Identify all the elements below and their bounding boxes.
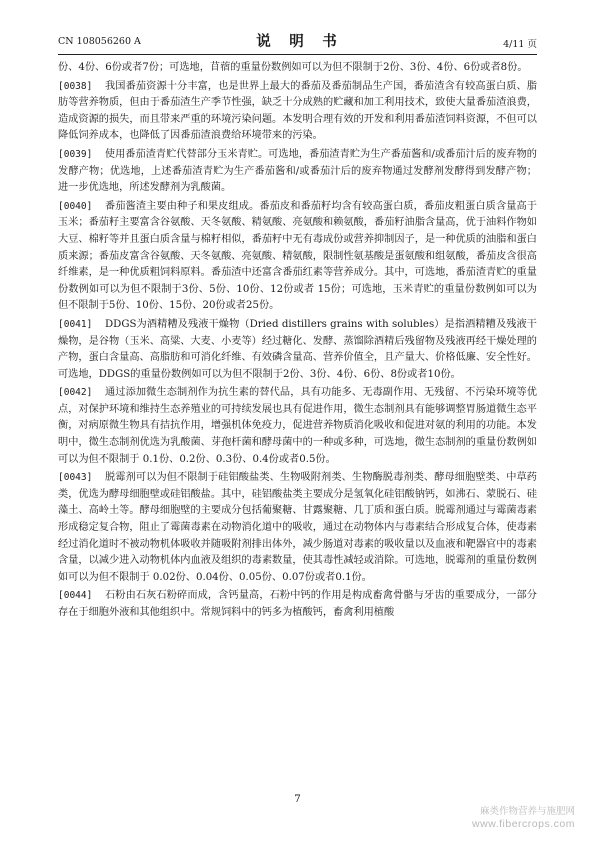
- paragraph-0042: [58, 385, 537, 468]
- document-title: 说 明 书: [256, 33, 339, 50]
- paragraph-0043: [58, 470, 537, 586]
- paragraph-text: 使用番茄渣青贮代替部分玉米青贮。可选地，番茄渣青贮为生产番茄酱和/或番茄汁后的废弃物的发酵产物；优选地，上述番茄渣青贮为生产番茄酱和/或番茄汁后的废弃物通过发酵剂发酵得到发酵产物；进一步优选地，所述发酵剂为乳酸菌。: [58, 148, 537, 194]
- paragraph-0040: [58, 199, 537, 315]
- page-number: 7: [294, 793, 301, 805]
- paragraph-text: 石粉由石灰石粉碎而成，含钙量高，石粉中钙的作用是构成畜禽骨骼与牙齿的重要成分，一部分存在于细胞外液和其他组织中。常规饲料中的钙多为植酸钙，畜禽利用植酸: [58, 590, 537, 618]
- document-body: [58, 60, 537, 622]
- paragraph-continuation: [58, 60, 537, 77]
- paragraph-text: DDGS为酒精糟及残液干燥物（Dried distillers grains with solubles）是指酒精糟及残液干燥物，是谷物（玉米、高粱、大麦、小麦等）经过糖化、发酵、蒸馏除酒精后残留物及残液再经干燥处理的产物，蛋白含量高、高脂肪和可消化纤维、有效磷含量高、营养价值全，且产量大、价格低廉、安全性好。可选地，DDGS的重量份数例如可以为但不限制于2份、3份、4份、6份、8份或者10份。: [58, 318, 537, 380]
- watermark-url: www.fibercrops.com: [472, 818, 575, 830]
- watermark: [472, 806, 575, 830]
- watermark-site-name: 麻类作物营养与施肥网: [479, 806, 575, 817]
- paragraph-number: [0043]: [58, 472, 93, 484]
- patent-number: CN 108056260 A: [58, 36, 141, 47]
- paragraph-number: [0041]: [58, 318, 93, 330]
- paragraph-text: 我国番茄资源十分丰富，也是世界上最大的番茄及番茄制品生产国，番茄渣含有较高蛋白质、脂肪等营养物质，但由于番茄渣生产季节性强，缺乏十分成熟的贮藏和加工利用技术，致使大量番茄渣浪费，造成资源的损失，而且带来严重的环境污染问题。本发明合理有效的开发和利用番茄渣饲料资源，不但可以降低饲养成本，也降低了因番茄渣浪费给环境带来的污染。: [58, 80, 537, 142]
- paragraph-text: 份、4份、6份或者7份；可选地，苜蓿的重量份数例如可以为但不限制于2份、3份、4份、6份或者8份。: [58, 62, 528, 73]
- paragraph-0038: [58, 79, 537, 145]
- page-header: [58, 30, 537, 50]
- paragraph-number: [0039]: [58, 148, 93, 160]
- paragraph-0039: [58, 147, 537, 197]
- paragraph-number: [0040]: [58, 200, 93, 212]
- paragraph-0041: [58, 317, 537, 383]
- paragraph-text: 脱霉剂可以为但不限制于硅铝酸盐类、生物吸附剂类、生物酶脱毒剂类、酵母细胞壁类、中草药类，优选为酵母细胞壁或硅铝酸盐。其中，硅铝酸盐类主要成分是氢氧化硅铝酸钠钙，如沸石、蒙脱石、硅藻土、高岭土等。酵母细胞壁的主要成分包括葡聚糖、甘露聚糖、几丁质和蛋白质。脱霉剂通过与霉菌毒素形成稳定复合物，阻止了霉菌毒素在动物消化道中的吸收，通过在动物体内与毒素结合形成复合体，使毒素经过消化道时不被动物机体吸收并随吸附剂排出体外，减少肠道对毒素的吸收量以及血液和靶器官中的毒素含量，以减少进入动物机体内血液及组织的毒素数量，使其毒性减轻或消除。可选地，脱霉剂的重量份数例如可以为但不限制于 0.02份、0.04份、0.05份、0.07份或者0.1份。: [58, 472, 537, 583]
- paragraph-text: 番茄酱渣主要由种子和果皮组成。番茄皮和番茄籽均含有较高蛋白质，番茄皮粗蛋白质含量高于玉米；番茄籽主要富含谷氨酸、天冬氨酸、精氨酸、亮氨酸和赖氨酸，番茄籽油脂含量高，优于油料作物如大豆、棉籽等并且蛋白质含量与棉籽相似，番茄籽中无有毒成份或营养抑制因子，是一种优质的油脂和蛋白质来源；番茄皮富含谷氨酸、天冬氨酸、亮氨酸、精氨酸，限制性氨基酸是蛋氨酸和组氨酸，番茄皮含很高纤维素，是一种优质粗饲料原料。番茄渣中还富含番茄红素等营养成分。其中，可选地，番茄渣青贮的重量份数例如可以为但不限制于3份、5份、10份、12份或者 15份；可选地，玉米青贮的重量份数例如可以为但不限制于5份、10份、15份、20份或者25份。: [58, 200, 537, 312]
- paragraph-number: [0038]: [58, 80, 93, 92]
- header-divider: [58, 54, 537, 55]
- page-of-total: 4/11 页: [503, 39, 537, 50]
- paragraph-text: 通过添加微生态制剂作为抗生素的替代品，具有功能多、无毒副作用、无残留、不污染环境等优点，对保护环境和维持生态养殖业的可持续发展也具有促进作用，微生态制剂具有能够调整胃肠道微生态平衡，对病原微生物具有拮抗作用，增强机体免疫力，促进营养物质消化吸收和促进对氨的利用的功能。本发明中，微生态制剂优选为乳酸菌、芽孢杆菌和酵母菌中的一种或多种，可选地，微生态制剂的重量份数例如可以为但不限制于 0.1份、0.2份、0.3份、0.4份或者0.5份。: [58, 387, 537, 465]
- paragraph-number: [0044]: [58, 590, 93, 602]
- paragraph-number: [0042]: [58, 387, 93, 399]
- paragraph-0044: [58, 588, 537, 621]
